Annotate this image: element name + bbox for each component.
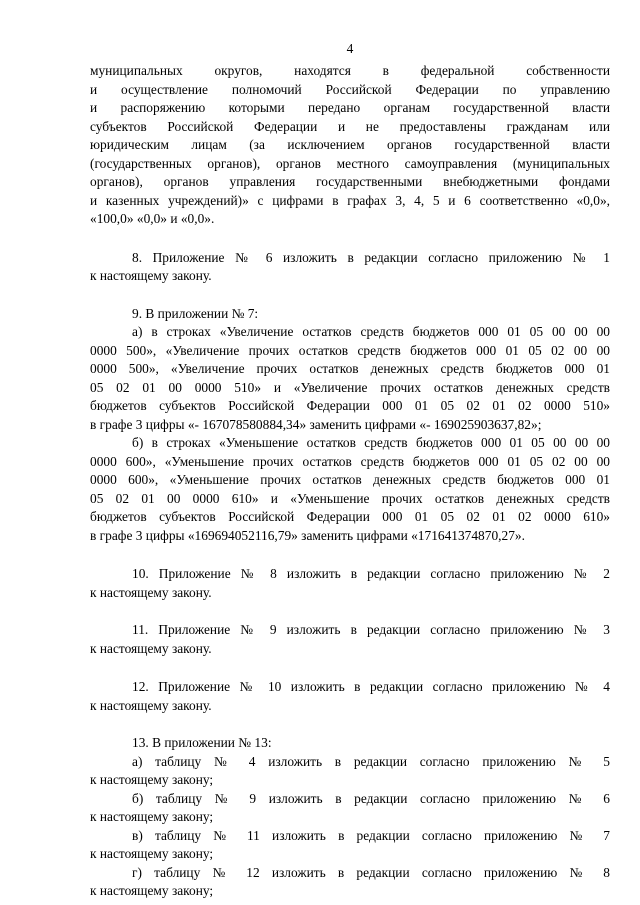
text-line: 9. В приложении № 7:	[132, 305, 259, 321]
text-line: к настоящему закону;	[90, 772, 214, 787]
paragraph-gap	[90, 658, 610, 678]
text-line: к настоящему закону.	[90, 697, 212, 713]
text-line: 0000 600», «Уменьшение прочих остатков денежных средств бюджетов 000 01	[90, 472, 610, 487]
text-line: к настоящему закону.	[90, 268, 212, 283]
text-line: 0000 500», «Увеличение прочих остатков денежных средств бюджетов 000 01	[90, 361, 610, 376]
text-line: 05 02 01 00 0000 610» и «Уменьшение прочих остатков денежных средств	[90, 490, 610, 506]
text-line: бюджетов субъектов Российской Федерации 000 01 05 02 01 02 0000 610»	[90, 509, 610, 524]
text-line: 11. Приложение № 9 изложить в редакции согласно приложению № 3	[132, 622, 610, 637]
text-line: 8. Приложение № 6 изложить в редакции согласно приложению № 1	[132, 249, 610, 265]
text-line: «100,0» «0,0» и «0,0».	[90, 211, 215, 226]
text-line: а) таблицу № 4 изложить в редакции согласно приложению № 5	[132, 753, 610, 769]
paragraph-gap	[90, 602, 610, 621]
text-line: 10. Приложение № 8 изложить в редакции согласно приложению № 2	[132, 566, 610, 581]
text-line: в) таблицу № 11 изложить в редакции согласно приложению № 7	[132, 827, 610, 843]
text-line: 0000 600», «Уменьшение прочих остатков средств бюджетов 000 01 05 02 00 00	[90, 453, 610, 469]
text-line: 12. Приложение № 10 изложить в редакции согласно приложению № 4	[132, 679, 610, 694]
paragraph	[90, 565, 610, 602]
page-number: 4	[346, 41, 354, 56]
text-line: 05 02 01 00 0000 510» и «Увеличение прочих остатков денежных средств	[90, 379, 610, 395]
paragraph-gap	[90, 715, 610, 734]
text-line: б) в строках «Уменьшение остатков средств бюджетов 000 01 05 00 00 00	[132, 435, 610, 450]
text-line: к настоящему закону;	[90, 846, 214, 861]
text-line: в графе 3 цифры «169694052116,79» заменить цифрами «171641374870,27».	[90, 527, 525, 543]
text-line: г) таблицу № 12 изложить в редакции согласно приложению № 8	[132, 864, 610, 880]
paragraph	[90, 249, 610, 286]
text-line: к настоящему закону;	[90, 883, 214, 898]
text-line: (государственных органов), органов местного самоуправления (муниципальных	[90, 155, 610, 171]
paragraph	[90, 734, 610, 901]
text-line: к настоящему закону;	[90, 809, 214, 824]
text-line: и распоряжению которыми передано органам государственной власти	[90, 100, 610, 115]
paragraph	[90, 305, 610, 546]
paragraph-gap	[90, 545, 610, 565]
text-line: и осуществление полномочий Российской Федерации по управлению	[90, 81, 610, 97]
paragraph	[90, 62, 610, 229]
text-line: органов), органов управления государственными внебюджетными фондами	[90, 174, 610, 189]
paragraph-gap	[90, 229, 610, 249]
paragraph-gap	[90, 286, 610, 305]
text-line: а) в строках «Увеличение остатков средств бюджетов 000 01 05 00 00 00	[132, 324, 610, 339]
text-line: субъектов Российской Федерации и не предоставлены гражданам или	[90, 118, 610, 134]
text-line: муниципальных округов, находятся в федеральной собственности	[90, 63, 610, 78]
text-line: к настоящему закону.	[90, 640, 212, 656]
text-line: юридическим лицам (за исключением органов государственной власти	[90, 137, 610, 152]
text-line: и казенных учреждений)» с цифрами в графах 3, 4, 5 и 6 соответственно «0,0»,	[90, 192, 610, 208]
document-body	[90, 62, 610, 901]
paragraph	[90, 678, 610, 715]
text-line: 13. В приложении № 13:	[132, 735, 272, 750]
text-line: бюджетов субъектов Российской Федерации 000 01 05 02 01 02 0000 510»	[90, 398, 610, 413]
text-line: в графе 3 цифры «- 167078580884,34» заменить цифрами «- 169025903637,82»;	[90, 416, 542, 432]
document-page	[90, 0, 610, 905]
text-line: б) таблицу № 9 изложить в редакции согласно приложению № 6	[132, 790, 610, 806]
paragraph	[90, 621, 610, 658]
text-line: 0000 500», «Увеличение прочих остатков средств бюджетов 000 01 05 02 00 00	[90, 342, 610, 358]
text-line: к настоящему закону.	[90, 584, 212, 600]
